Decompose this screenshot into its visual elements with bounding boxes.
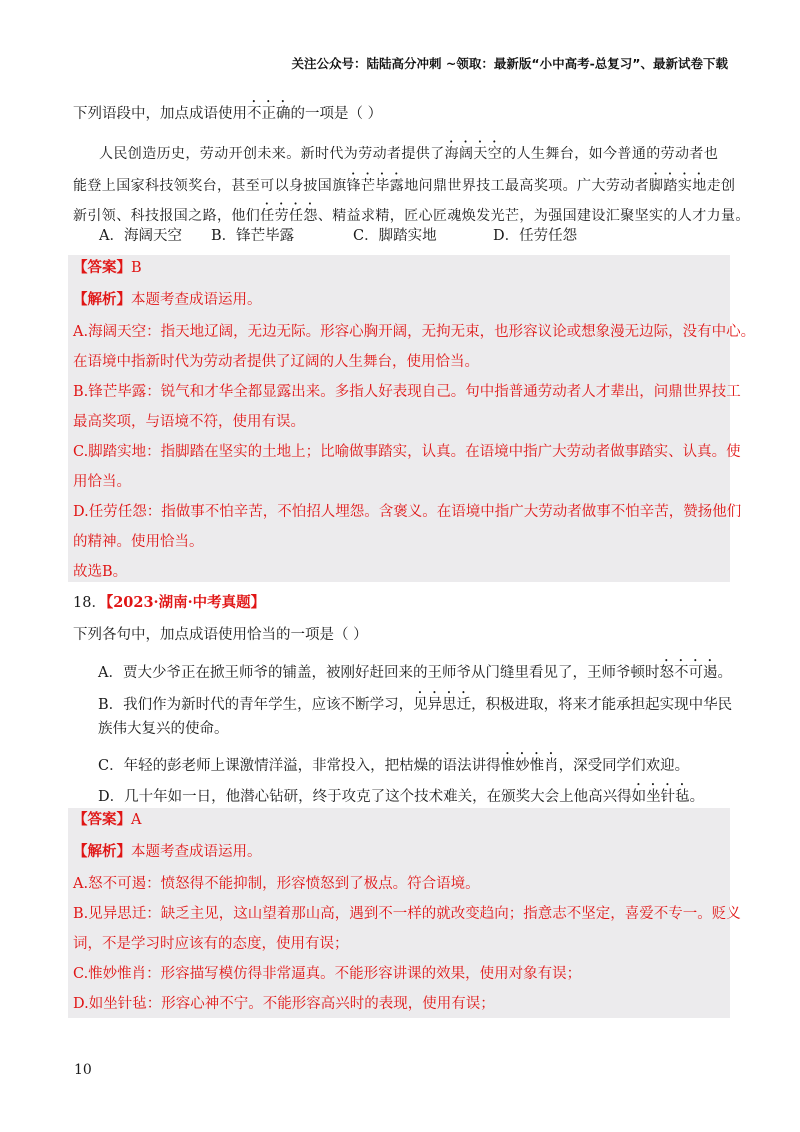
explain-line: 故选B。: [73, 564, 128, 580]
explain-line: D.任劳任怨：指做事不怕辛苦，不怕招人埋怨。含褒义。在语境中指广大劳动者做事不怕辛苦，赞扬他们: [73, 504, 742, 520]
explain-line: B.锋芒毕露：锐气和才华全都显露出来。多指人好表现自己。句中指普通劳动者人才辈出，问鼎世界技工: [73, 384, 741, 400]
q18-option-b-cont: 族伟大复兴的使命。: [98, 721, 229, 737]
explain-line: 最高奖项，与语境不符，使用有误。: [73, 414, 305, 430]
idiom-jianyi: 见异思迁: [413, 697, 472, 713]
idiom-jiaota: 脚踏实地: [649, 178, 707, 194]
explain-line: D.如坐针毡：形容心神不宁。不能形容高兴时的表现，使用有误；: [73, 996, 495, 1012]
page-number: 10: [74, 1062, 92, 1078]
explain-line: 在语境中指新时代为劳动者提供了辽阔的人生舞台，使用恰当。: [73, 354, 479, 370]
q18-option-d: D．几十年如一日，他潜心钻研，终于攻克了这个技术难关，在颁奖大会上他高兴得如坐针毡。: [98, 789, 705, 805]
explain-line: C.惟妙惟肖：形容描写模仿得非常逼真。不能形容讲课的效果，使用对象有误；: [73, 966, 582, 982]
q18-stem: 下列各句中，加点成语使用恰当的一项是（ ）: [73, 627, 368, 643]
explain-line: A.怒不可遏：愤怒得不能抑制，形容愤怒到了极点。符合语境。: [73, 876, 480, 892]
q17-option-d: D．任劳任怨: [493, 228, 578, 244]
explain-line: C.脚踏实地：指脚踏在坚实的土地上；比喻做事踏实，认真。在语境中指广大劳动者做事踏实、认真。使: [73, 444, 741, 460]
q18-analysis: 【解析】本题考查成语运用。: [73, 843, 262, 860]
passage-line-2: 能登上国家科技领奖台，甚至可以身披国旗锋芒毕露地问鼎世界技工最高奖项。广大劳动者脚踏实地走创: [73, 178, 736, 194]
question-number: 18．: [73, 595, 106, 611]
idiom-haikuo: 海阔天空: [444, 146, 503, 162]
passage-line-1: 人民创造历史，劳动开创未来。新时代为劳动者提供了海阔天空的人生舞台，如今普通的劳动者也: [99, 146, 719, 162]
idiom-renlao: 任劳任怨: [260, 208, 318, 224]
q17-answer: 【答案】B: [73, 259, 142, 276]
q17-option-a: A．海阔天空: [99, 228, 182, 244]
explain-line: 词，不是学习时应该有的态度，使用有误；: [73, 936, 349, 952]
passage-line-3: 新引领、科技报国之路，他们任劳任怨、精益求精，匠心匠魂焕发光芒，为强国建设汇聚坚实的人才力量。: [73, 208, 750, 224]
q18-answer: 【答案】A: [73, 811, 142, 828]
q17-option-c: C．脚踏实地: [353, 228, 437, 244]
idiom-ruzuo: 如坐针毡: [631, 789, 690, 805]
q17-option-b: B．锋芒毕露: [211, 228, 295, 244]
explain-line: A.海阔天空：指天地辽阔，无边无际。形容心胸开阔，无拘无束，也形容议论或想象漫无边际，没有中心。: [73, 324, 756, 340]
q17-stem: 下列语段中，加点成语使用不正确的一项是（ ）: [73, 106, 383, 122]
q18-option-a: A．贾大少爷正在掀王师爷的铺盖，被刚好赶回来的王师爷从门缝里看见了，王师爷顿时怒不可遏。: [98, 665, 732, 681]
emphasis-dotted-text: 不正确: [247, 106, 291, 122]
q18-title: [73, 593, 265, 613]
explain-line: B.见异思迁：缺乏主见，这山望着那山高，遇到不一样的就改变趋向；指意志不坚定，喜爱不专一。贬义: [73, 906, 741, 922]
page-header: 关注公众号：陆陆高分冲刺 ~领取：最新版“小中高考-总复习”、最新试卷下载: [291, 56, 728, 71]
explain-line: 的精神。使用恰当。: [73, 534, 204, 550]
q17-analysis: 【解析】本题考查成语运用。: [73, 291, 262, 308]
explain-line: 用恰当。: [73, 474, 131, 490]
idiom-weimiao: 惟妙惟肖: [500, 758, 559, 774]
q18-option-b: B．我们作为新时代的青年学生，应该不断学习，见异思迁，积极进取，将来才能承担起实现中华民: [98, 697, 733, 713]
q18-option-c: C．年轻的彭老师上课激情洋溢，非常投入，把枯燥的语法讲得惟妙惟肖，深受同学们欢迎。: [98, 758, 690, 774]
idiom-fengmang: 锋芒毕露: [346, 178, 405, 194]
source-tag: 【2023·湖南·中考真题】: [105, 594, 266, 611]
idiom-nubukee: 怒不可遏: [659, 665, 718, 681]
